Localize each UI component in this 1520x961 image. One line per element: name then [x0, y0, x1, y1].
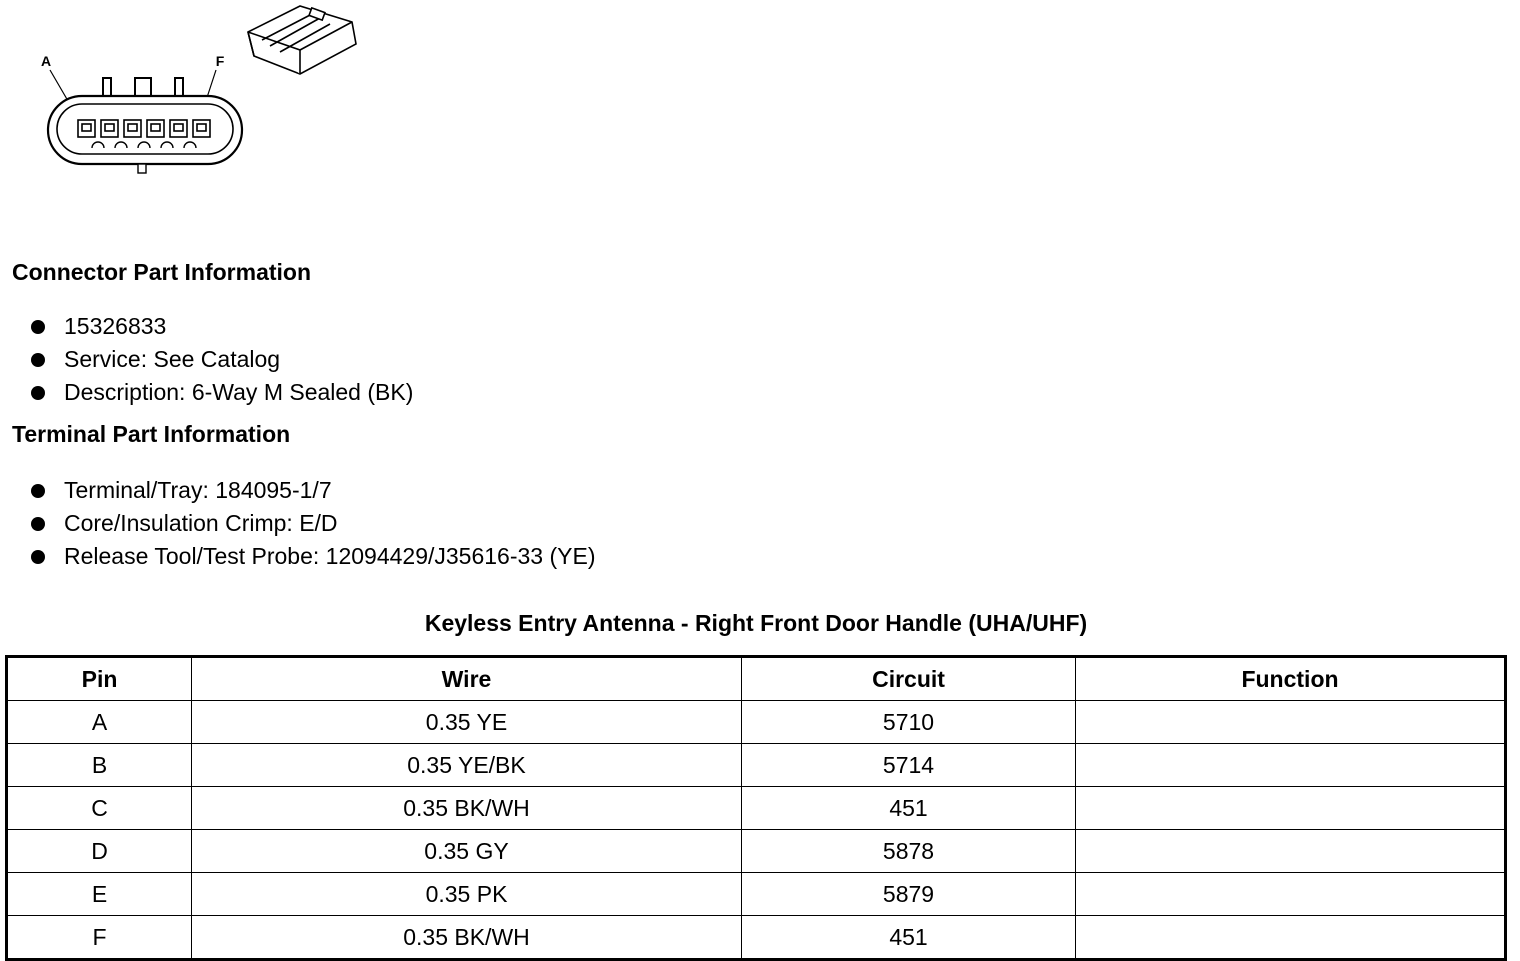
cell-function	[1076, 787, 1506, 830]
cell-pin: D	[7, 830, 192, 873]
cell-wire: 0.35 BK/WH	[192, 916, 742, 960]
cell-pin: A	[7, 701, 192, 744]
column-header-pin: Pin	[7, 657, 192, 701]
cell-pin: F	[7, 916, 192, 960]
column-header-circuit: Circuit	[742, 657, 1076, 701]
list-item: Release Tool/Test Probe: 12094429/J35616-33 (YE)	[28, 540, 595, 573]
table-row	[7, 787, 1506, 830]
column-header-wire: Wire	[192, 657, 742, 701]
pinout-table	[5, 655, 1507, 961]
cell-circuit: 5714	[742, 744, 1076, 787]
cell-wire: 0.35 YE/BK	[192, 744, 742, 787]
table-row	[7, 701, 1506, 744]
cell-pin: C	[7, 787, 192, 830]
table-title: Keyless Entry Antenna - Right Front Door Handle (UHA/UHF)	[424, 610, 1088, 636]
bullet-icon	[31, 320, 45, 334]
list-item: Service: See Catalog	[28, 343, 413, 376]
table-row	[7, 744, 1506, 787]
cell-function	[1076, 873, 1506, 916]
cell-wire: 0.35 PK	[192, 873, 742, 916]
connector-info-heading: Connector Part Information	[12, 259, 312, 285]
table-header-row	[7, 657, 1506, 701]
connector-diagram	[0, 0, 380, 190]
connector-info-list	[28, 310, 413, 409]
bullet-icon	[31, 517, 45, 531]
terminal-info-list	[28, 474, 595, 573]
pin-f-label: F	[215, 53, 225, 69]
cell-pin: E	[7, 873, 192, 916]
cell-wire: 0.35 GY	[192, 830, 742, 873]
cell-circuit: 5878	[742, 830, 1076, 873]
bullet-icon	[31, 550, 45, 564]
list-item: Core/Insulation Crimp: E/D	[28, 507, 595, 540]
cell-function	[1076, 744, 1506, 787]
cell-circuit: 5879	[742, 873, 1076, 916]
table-row	[7, 873, 1506, 916]
terminal-info-heading: Terminal Part Information	[12, 421, 291, 447]
cell-circuit: 451	[742, 916, 1076, 960]
bullet-icon	[31, 386, 45, 400]
cell-function	[1076, 701, 1506, 744]
column-header-function: Function	[1076, 657, 1506, 701]
bullet-icon	[31, 484, 45, 498]
pin-a-label: A	[40, 53, 52, 69]
cell-circuit: 451	[742, 787, 1076, 830]
cell-wire: 0.35 BK/WH	[192, 787, 742, 830]
list-item: 15326833	[28, 310, 413, 343]
cell-pin: B	[7, 744, 192, 787]
list-item: Terminal/Tray: 184095-1/7	[28, 474, 595, 507]
bullet-icon	[31, 353, 45, 367]
connector-perspective-icon	[248, 6, 356, 74]
cell-circuit: 5710	[742, 701, 1076, 744]
cell-function	[1076, 830, 1506, 873]
cell-function	[1076, 916, 1506, 960]
cell-wire: 0.35 YE	[192, 701, 742, 744]
table-row	[7, 916, 1506, 960]
list-item: Description: 6-Way M Sealed (BK)	[28, 376, 413, 409]
table-row	[7, 830, 1506, 873]
